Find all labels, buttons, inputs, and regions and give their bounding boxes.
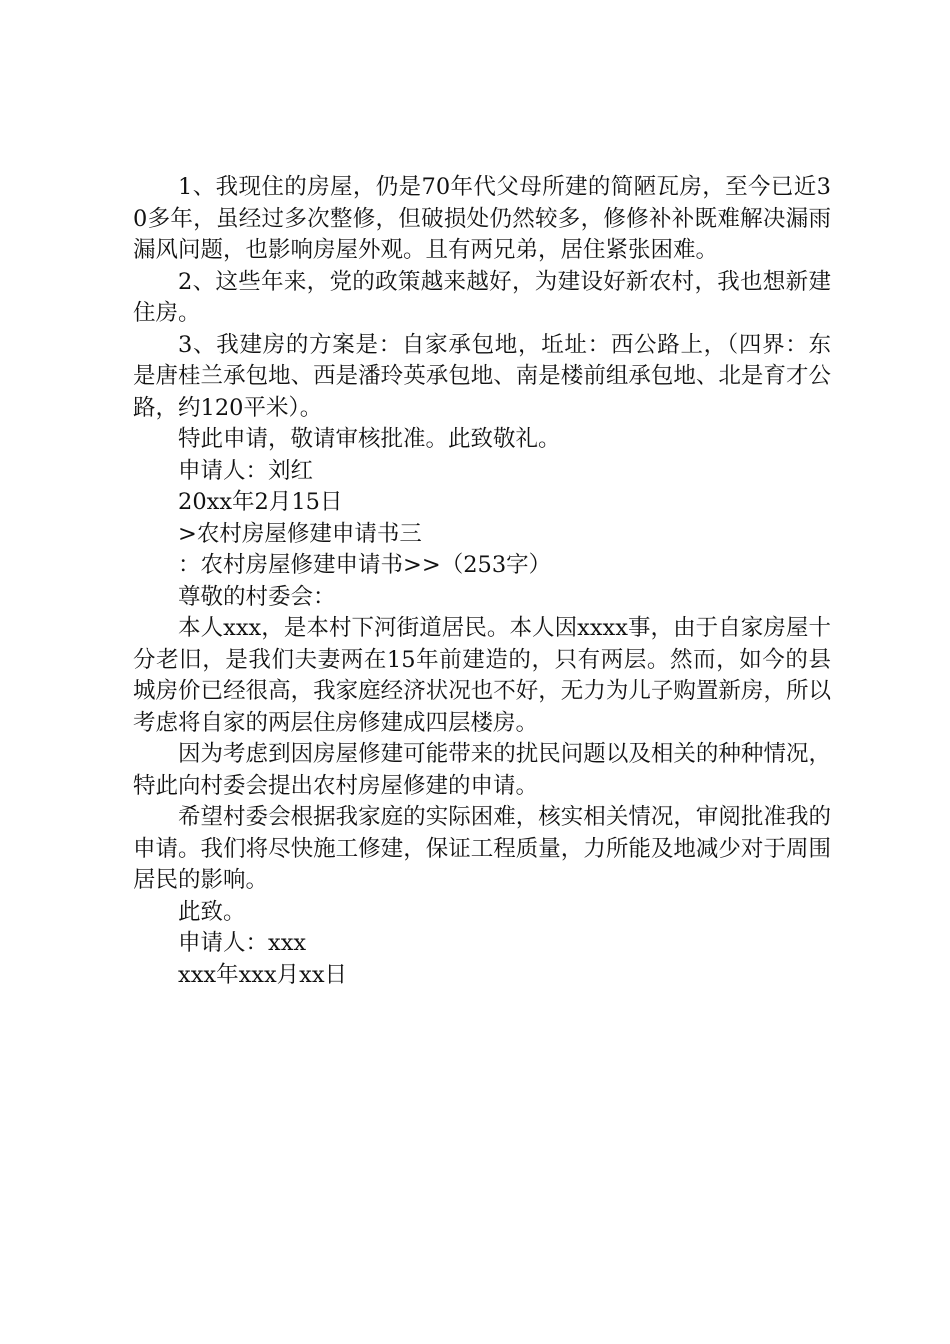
paragraph-reason: 因为考虑到因房屋修建可能带来的扰民问题以及相关的种种情况，特此向村委会提出农村房屋修建的申请。 (133, 741, 831, 799)
closing-regards: 此致。 (178, 898, 246, 925)
application-date: 20xx年2月15日 (178, 489, 343, 515)
salutation: 尊敬的村委会： (178, 583, 336, 610)
applicant-signature: 申请人：刘红 (178, 457, 314, 484)
related-article-link[interactable]: >农村房屋修建申请书三 (178, 520, 422, 547)
paragraph-building-plan: 3、我建房的方案是：自家承包地，坵址：西公路上，（四界：东是唐桂兰承包地、西是潘玲英承包地、南是楼前组承包地、北是育才公路，约120平米）。 (133, 331, 831, 421)
paragraph-request: 希望村委会根据我家庭的实际困难，核实相关情况，审阅批准我的申请。我们将尽快施工修建，保证工程质量，力所能及地减少对于周围居民的影响。 (133, 804, 831, 893)
applicant-signature-2: 申请人：xxx (178, 930, 307, 956)
closing-request: 特此申请，敬请审核批准。此致敬礼。 (178, 426, 561, 452)
paragraph-policy: 2、这些年来，党的政策越来越好，为建设好新农村，我也想新建住房。 (133, 268, 831, 326)
paragraph-house-condition: 1、我现住的房屋，仍是70年代父母所建的简陋瓦房，至今已近30多年，虽经过多次整修，但破损处仍然较多，修修补补既难解决漏雨漏风问题，也影响房屋外观。且有两兄弟，居住紧张困难。 (133, 174, 831, 263)
related-article-subtitle[interactable]: ：农村房屋修建申请书>>（253字） (178, 552, 552, 578)
document-page (133, 172, 831, 991)
application-date-2: xxx年xxx月xx日 (178, 961, 348, 988)
paragraph-introduction: 本人xxx，是本村下河街道居民。本人因xxxx事，由于自家房屋十分老旧，是我们夫妻两在15年前建造的，只有两层。然而，如今的县城房价已经很高，我家庭经济状况也不好，无力为儿子购置新房，所以考虑将自家的两层住房修建成四层楼房。 (133, 615, 831, 736)
